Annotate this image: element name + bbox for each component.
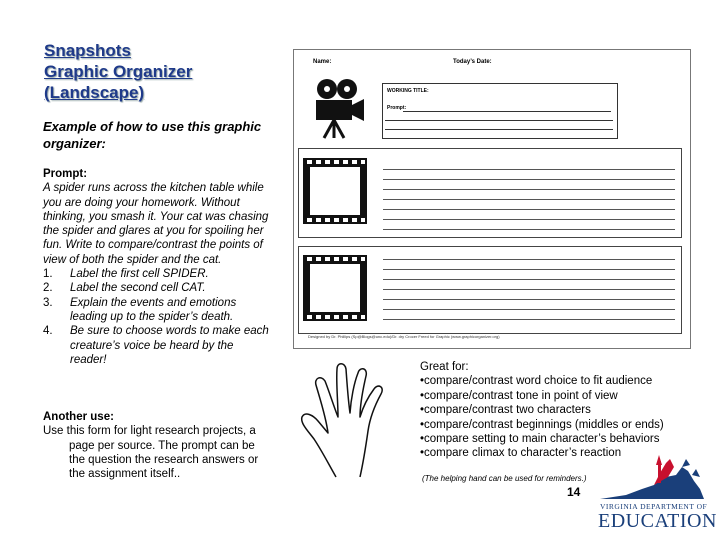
- snapshot-box-2: [298, 246, 682, 334]
- writing-line: [383, 309, 675, 310]
- worksheet-header: [313, 59, 673, 65]
- prompt-step: [43, 267, 269, 281]
- writing-line: [383, 279, 675, 280]
- subtitle: Example of how to use this graphic organizer:: [43, 119, 262, 151]
- writing-line: [383, 199, 675, 200]
- prompt-text: A spider runs across the kitchen table while you are doing your homework. Without thinking, you smash it. Your cat was chasing the spider and glares at you for spoiling her fun. Write to compare/contrast the points of view of both the spider and the cat.: [43, 182, 269, 266]
- writing-line: [383, 189, 675, 190]
- another-use-line1: Use this form for light research projects, a: [43, 425, 256, 438]
- writing-line: [383, 289, 675, 290]
- name-label: Name:: [313, 59, 332, 65]
- writing-line: [403, 111, 611, 112]
- step-text: Be sure to choose words to make each creature’s voice be heard by the reader!: [70, 325, 269, 366]
- title-line-1: Snapshots: [44, 41, 131, 60]
- list-item: •compare climax to character’s reaction: [420, 447, 622, 460]
- writing-line: [383, 229, 675, 230]
- working-title-label: WORKING TITLE:: [387, 88, 429, 94]
- working-title-box: [382, 83, 618, 139]
- title-line-3: (Landscape): [44, 83, 145, 102]
- prompt-step: [43, 324, 269, 367]
- writing-line: [383, 259, 675, 260]
- step-text: Label the first cell SPIDER.: [70, 268, 209, 281]
- film-strip-icon: [303, 255, 367, 321]
- writing-line: [383, 179, 675, 180]
- writing-line: [383, 209, 675, 210]
- step-number: 3.: [43, 296, 53, 309]
- snapshot-box-1: [298, 148, 682, 238]
- great-for-list: [420, 360, 690, 461]
- step-number: 2.: [43, 282, 53, 295]
- another-use-label: Another use:: [43, 411, 114, 423]
- hand-outline-icon: [298, 359, 412, 479]
- logo-text-top: VIRGINIA DEPARTMENT OF: [600, 502, 708, 511]
- another-use-rest: page per source. The prompt can be the question the research answers or the assignment itself..: [69, 439, 259, 481]
- worksheet-prompt-label: Prompt:: [387, 105, 407, 111]
- step-text: Label the second cell CAT.: [70, 282, 206, 295]
- writing-line: [385, 129, 613, 130]
- prompt-step: [43, 296, 269, 325]
- list-item: •compare/contrast tone in point of view: [420, 389, 618, 402]
- another-use-section: [43, 410, 273, 481]
- helping-hand-note: (The helping hand can be used for reminders.): [422, 474, 587, 483]
- prompt-section: [43, 167, 269, 367]
- list-item: •compare/contrast beginnings (middles or ends): [420, 418, 664, 431]
- page-number: 14: [567, 485, 581, 499]
- date-label: Today’s Date:: [453, 59, 492, 65]
- worksheet-credit: Designed by Dr. Phillips (Sp@Blogs@unc.edu)/Dr. dry Crocer Freed for Graphic (www.graphicorganizer.org): [308, 334, 500, 339]
- writing-line: [383, 169, 675, 170]
- list-item: •compare/contrast two characters: [420, 404, 591, 417]
- writing-line: [383, 269, 675, 270]
- step-number: 1.: [43, 268, 53, 281]
- prompt-step: [43, 281, 269, 295]
- list-item: •compare setting to main character’s behaviors: [420, 433, 660, 446]
- writing-line: [385, 120, 613, 121]
- movie-camera-icon: [312, 78, 364, 140]
- list-item: •compare/contrast word choice to fit audience: [420, 375, 653, 388]
- film-strip-icon: [303, 158, 367, 224]
- page-title: [44, 40, 284, 103]
- writing-line: [383, 319, 675, 320]
- logo-text-bottom: EDUCATION: [598, 510, 717, 532]
- writing-line: [383, 219, 675, 220]
- virginia-map-logo-icon: [596, 455, 708, 503]
- title-line-2: Graphic Organizer: [44, 62, 193, 81]
- worksheet-preview: [293, 49, 691, 349]
- step-number: 4.: [43, 325, 53, 338]
- prompt-label: Prompt:: [43, 168, 88, 180]
- step-text: Explain the events and emotions leading up to the spider’s death.: [70, 296, 237, 323]
- writing-line: [383, 299, 675, 300]
- great-for-heading: Great for:: [420, 361, 469, 373]
